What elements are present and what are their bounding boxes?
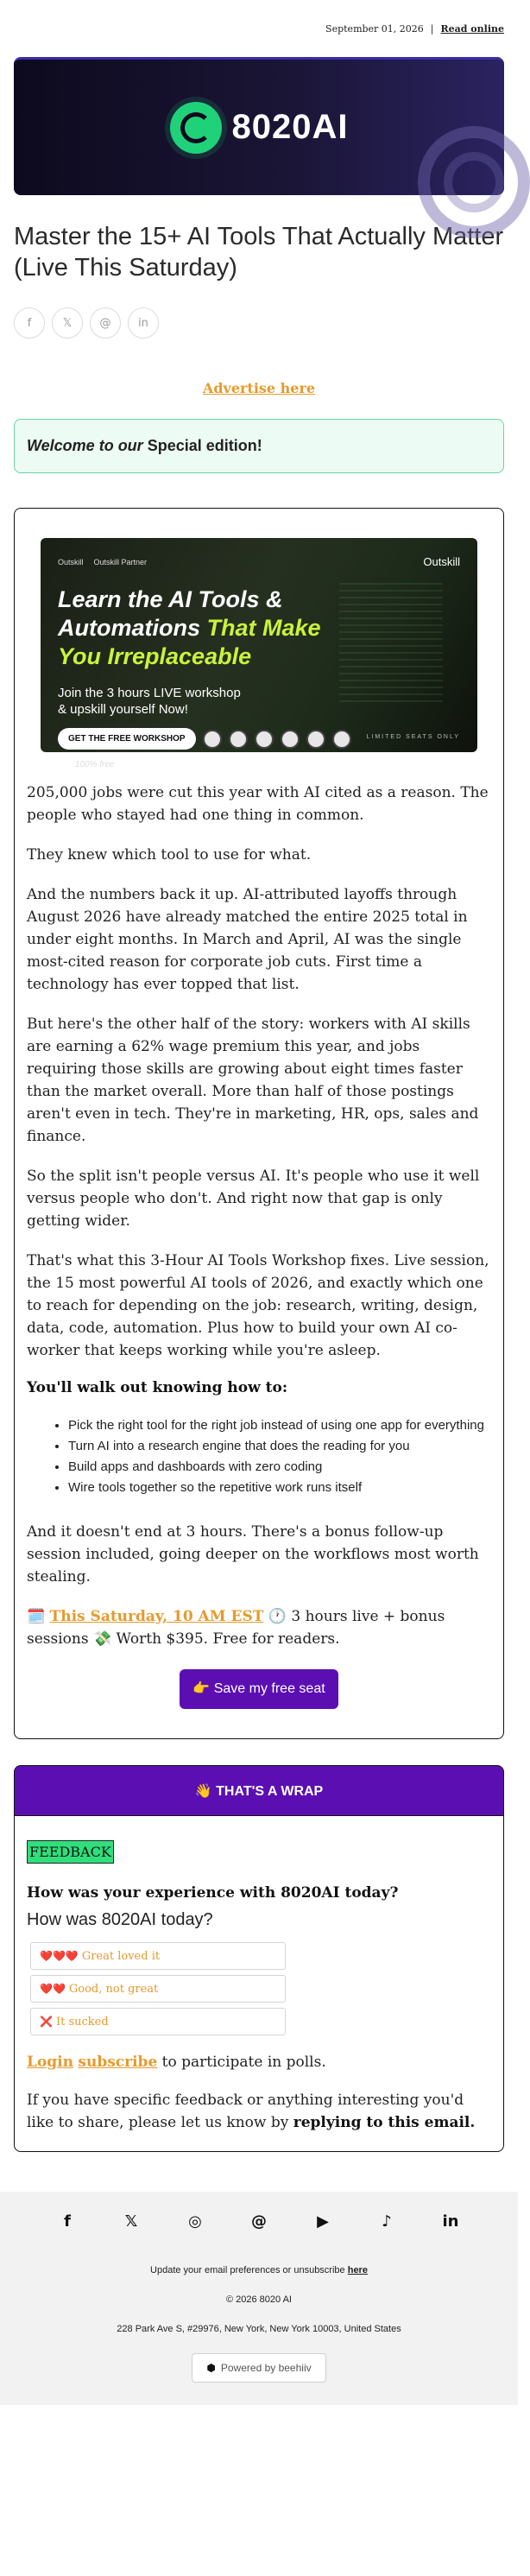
body-paragraph: They knew which tool to use for what. (27, 846, 312, 864)
promo-headline-line-3: You Irreplaceable (58, 643, 252, 669)
advertise-link[interactable]: Advertise here (202, 380, 316, 396)
facebook-icon[interactable]: f (64, 2212, 71, 2231)
promo-sub-2: & upskill yourself Now! (58, 702, 188, 717)
poll-option[interactable] (30, 2008, 286, 2035)
linkedin-share-icon[interactable]: in (128, 307, 159, 339)
preferences-line (0, 2265, 518, 2275)
logo-mark-icon (170, 102, 222, 154)
save-seat-button[interactable]: 👉 Save my free seat (180, 1669, 338, 1709)
post-title: Master the 15+ AI Tools That Actually Matter (Live This Saturday) (14, 223, 504, 282)
footer-social-icons (0, 2212, 518, 2231)
footer (0, 2192, 518, 2405)
poll-login-note (27, 2051, 491, 2073)
tool-icon (203, 730, 222, 749)
unsubscribe-link[interactable]: here (347, 2265, 368, 2275)
promo-free-note: 100% free (75, 760, 115, 769)
list-item: • Build apps and dashboards with zero coding (68, 1459, 491, 1476)
facebook-share-icon[interactable]: f (14, 307, 45, 339)
powered-by-badge[interactable] (192, 2353, 325, 2383)
workshop-promo-banner[interactable] (41, 538, 477, 769)
list-item: • Wire tools together so the repetitive work runs itself (68, 1479, 491, 1497)
body-paragraph: And it doesn't end at 3 hours. There's a bonus follow-up session included, going deeper on the workflows most worth stealing. (27, 1523, 479, 1585)
tool-icon (281, 730, 300, 749)
youtube-icon[interactable]: ▶ (317, 2212, 329, 2231)
threads-icon[interactable]: @ (251, 2212, 267, 2231)
promo-brand-bar (58, 555, 460, 568)
feedback-heading: How was your experience with 8020AI today? (27, 1884, 399, 1902)
promo-brand-right: Outskill (423, 555, 460, 568)
mailing-address: 228 Park Ave S, #29976, New York, New York 10003, United States (117, 2324, 401, 2334)
poll-option-label: Great loved it (81, 1949, 161, 1963)
welcome-banner (14, 419, 504, 473)
poll-question: How was 8020AI today? (27, 1910, 213, 1929)
promo-sub-1: Join the 3 hours LIVE workshop (58, 686, 241, 700)
tiktok-icon[interactable]: ♪ (382, 2212, 392, 2231)
section-heading: You'll walk out knowing how to: (27, 1379, 288, 1396)
feedback-note (27, 2089, 491, 2134)
promo-headline-line-2: Automations (58, 615, 207, 641)
beehiiv-icon: ⬢ (206, 2362, 216, 2374)
feedback-note-text: If you have specific feedback or anything interesting you'd like to share, please let us know by (27, 2092, 464, 2131)
preferences-text: Update your email preferences or unsubscribe (150, 2265, 348, 2275)
poll-options (30, 1942, 491, 2035)
feedback-card (14, 1815, 504, 2152)
body-paragraph: And the numbers back it up. AI-attributed layoffs through August 2026 have already matched the entire 2025 total in under eight months. In March and April, AI was the single most-cited reason for corporate job cuts. First time a technology has ever topped that list. (27, 886, 468, 993)
body-paragraph: That's what this 3-Hour AI Tools Workshop fixes. Live session, the 15 most powerful AI tools of 2026, and exactly which one to reach for depending on the job: research, writing, design, data, code, automation. Plus how to build your own AI co-worker that keeps working while you're asleep. (27, 1252, 489, 1359)
welcome-italic: Welcome to our (27, 437, 143, 454)
poll-option[interactable] (30, 1942, 286, 1970)
list-item: • Pick the right tool for the right job instead of using one app for everything (68, 1417, 491, 1434)
tool-icon (255, 730, 274, 749)
poll-option[interactable] (30, 1975, 286, 2003)
advertise-section (14, 380, 504, 396)
tool-icon (306, 730, 325, 749)
decorative-arc-small (444, 152, 504, 212)
promo-limited-note: LIMITED SEATS ONLY (366, 734, 460, 740)
cross-icon: ❌ (40, 2016, 53, 2028)
clock-icon: 🕐 (268, 1608, 287, 1625)
promo-background-pattern (339, 581, 443, 702)
top-bar (14, 0, 504, 57)
logo-text: 8020AI (231, 108, 349, 146)
hearts-icon: ❤️❤️ (40, 1983, 66, 1995)
poll-option-label: Good, not great (68, 1982, 159, 1996)
subscribe-link[interactable]: subscribe (78, 2054, 158, 2071)
event-datetime (27, 1605, 491, 1650)
event-date-link[interactable]: This Saturday, 10 AM EST (49, 1608, 264, 1625)
promo-headline-highlight: That Make (206, 615, 321, 641)
main-article-card (14, 508, 504, 1739)
instagram-icon[interactable]: ◎ (188, 2212, 202, 2231)
body-paragraph: 205,000 jobs were cut this year with AI cited as a reason. The people who stayed had one thing in common. (27, 784, 489, 824)
read-online-link[interactable]: Read online (440, 22, 504, 35)
login-link[interactable]: Login (27, 2054, 73, 2071)
threads-share-icon[interactable]: @ (90, 307, 121, 339)
hero-banner (14, 57, 504, 195)
body-paragraph: So the split isn't people versus AI. It's people who use it well versus people who don't. And right now that gap is only getting wider. (27, 1168, 480, 1230)
calendar-icon: 🗓️ (27, 1608, 46, 1625)
linkedin-icon[interactable]: in (442, 2212, 459, 2231)
promo-headline-line-1: Learn the AI Tools & (58, 586, 283, 612)
x-share-icon[interactable]: 𝕏 (52, 307, 83, 339)
skills-list (68, 1417, 491, 1497)
promo-brand-2: Outskill Partner (93, 557, 148, 566)
x-icon[interactable]: 𝕏 (124, 2212, 138, 2231)
promo-brand-1: Outskill (58, 557, 84, 566)
feedback-tag: FEEDBACK (27, 1840, 114, 1864)
wrap-banner: 👋 THAT'S A WRAP (14, 1765, 504, 1815)
separator: | (430, 22, 434, 35)
participate-text: to participate in polls. (157, 2054, 326, 2071)
copyright: © 2026 8020 AI (225, 2294, 292, 2305)
hearts-icon: ❤️❤️❤️ (40, 1950, 79, 1962)
powered-by-text: Powered by beehiiv (220, 2362, 312, 2374)
event-details: 3 hours live + bonus sessions 💸 Worth $395. Free for readers. (27, 1608, 445, 1648)
list-item: • Turn AI into a research engine that does the reading for you (68, 1438, 491, 1455)
share-buttons (14, 307, 504, 339)
welcome-plain: Special edition! (147, 437, 262, 454)
promo-cta-button[interactable]: GET THE FREE WORKSHOP (58, 728, 196, 750)
body-paragraph: But here's the other half of the story: workers with AI skills are earning a 62% wage premium this year, and jobs requiring those skills are growing about eight times faster than the market overall. More than half of those postings aren't even in tech. They're in marketing, HR, ops, sales and finance. (27, 1016, 479, 1145)
poll-option-label: It sucked (55, 2015, 109, 2029)
tool-icon (229, 730, 248, 749)
issue-date: September 01, 2026 (325, 22, 424, 35)
tool-icon (332, 730, 351, 749)
feedback-note-bold: replying to this email. (293, 2114, 476, 2131)
